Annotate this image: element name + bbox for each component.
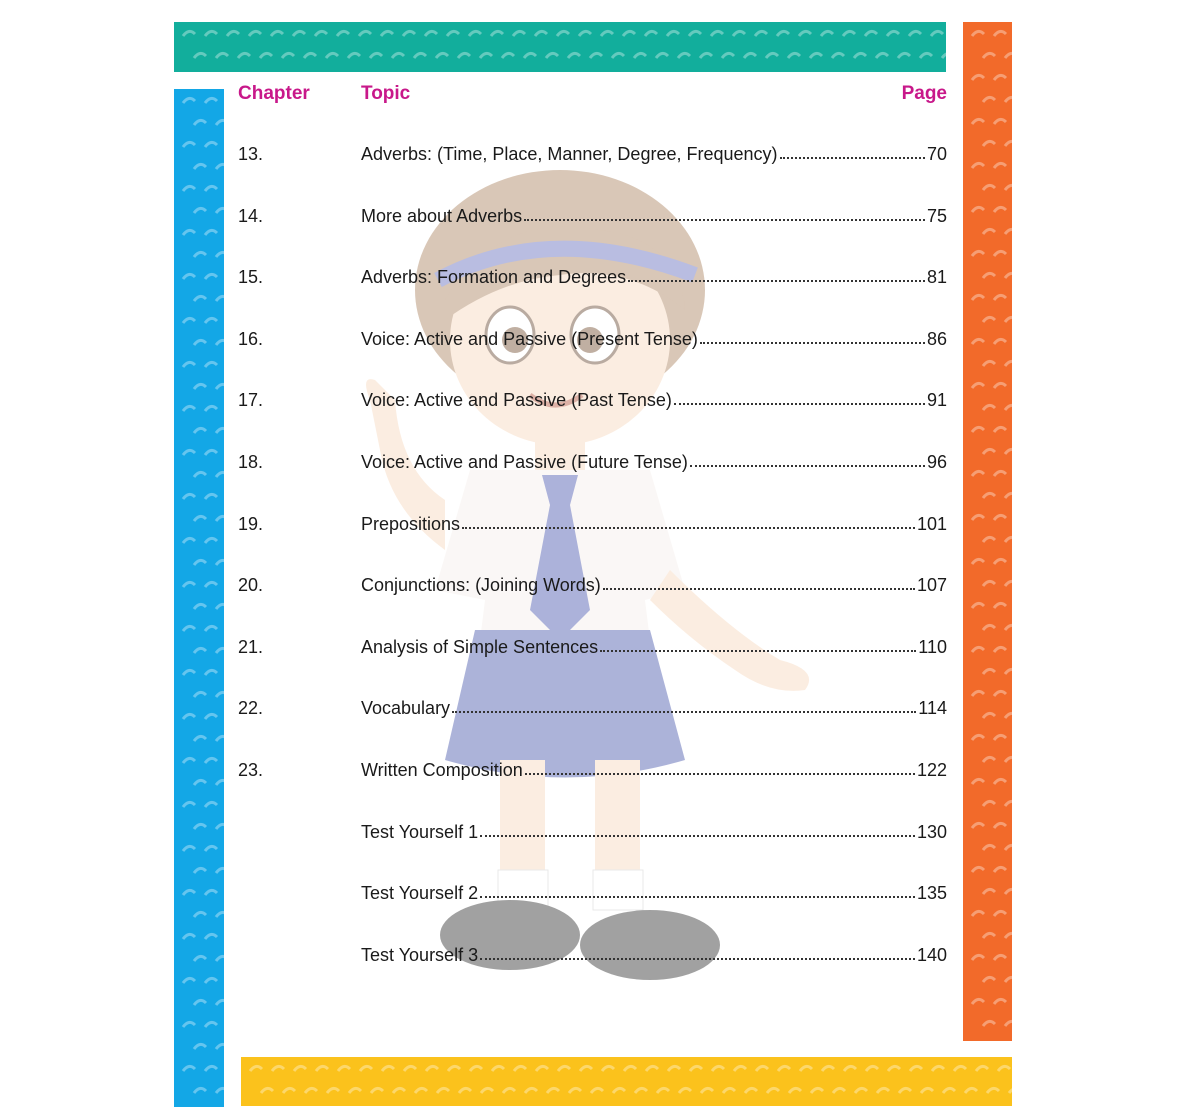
dot-leader [480, 954, 915, 960]
page-number: 140 [916, 944, 947, 965]
topic-title: Test Yourself 1 [361, 821, 479, 842]
dot-leader [480, 892, 915, 898]
toc-row [238, 883, 947, 909]
dot-leader [700, 338, 925, 344]
topic-title: Voice: Active and Passive (Present Tense) [361, 328, 698, 349]
topic-title: Analysis of Simple Sentences [361, 636, 599, 657]
toc-row [238, 206, 947, 232]
chapter-column-heading: Chapter [238, 83, 310, 104]
toc-row [238, 945, 947, 971]
topic-title: Adverbs: (Time, Place, Manner, Degree, Frequency) [361, 144, 778, 164]
dot-leader [525, 769, 915, 775]
topic-title: Adverbs: Formation and Degrees [361, 267, 627, 288]
toc-row [238, 390, 947, 416]
page-column-heading: Page [901, 83, 947, 104]
toc-row [238, 329, 947, 355]
dot-leader [480, 831, 915, 837]
chapter-number: 19. [238, 513, 264, 534]
chapter-number: 14. [238, 205, 264, 226]
topic-title: Prepositions [361, 513, 461, 534]
toc-row [238, 452, 947, 478]
topic-column-heading: Topic [361, 83, 411, 104]
chapter-number: 13. [238, 144, 264, 164]
dot-leader [452, 707, 916, 713]
page-number: 135 [916, 883, 947, 904]
page-number: 107 [916, 575, 947, 596]
page-number: 122 [916, 760, 947, 780]
toc-row [238, 637, 947, 663]
toc-row [238, 698, 947, 724]
toc-row [238, 514, 947, 540]
topic-title: Vocabulary [361, 698, 451, 719]
page-number: 114 [918, 698, 947, 719]
dot-leader [603, 584, 915, 590]
page-number: 110 [918, 636, 947, 657]
page-number: 101 [916, 513, 947, 534]
chapter-number: 15. [238, 267, 264, 288]
chapter-number: 23. [238, 760, 264, 780]
page-number: 70 [926, 144, 947, 164]
topic-title: More about Adverbs [361, 205, 523, 226]
page-number: 75 [926, 205, 947, 226]
toc-row [238, 822, 947, 848]
topic-title: Voice: Active and Passive (Future Tense) [361, 452, 688, 472]
page-number: 91 [926, 390, 947, 411]
dot-leader [780, 153, 925, 159]
chapter-number: 20. [238, 575, 264, 596]
dot-leader [674, 399, 925, 405]
dot-leader [690, 461, 925, 467]
dot-leader [600, 646, 916, 652]
chapter-number: 22. [238, 698, 264, 719]
chapter-number: 21. [238, 636, 264, 657]
toc-row [238, 760, 947, 786]
topic-title: Test Yourself 2 [361, 883, 479, 904]
page-number: 96 [926, 452, 947, 472]
dot-leader [462, 523, 915, 529]
toc-row [238, 267, 947, 293]
topic-title: Test Yourself 3 [361, 944, 479, 965]
dot-leader [524, 215, 925, 221]
toc-row [238, 144, 947, 170]
topic-title: Written Composition [361, 760, 523, 780]
page-number: 130 [916, 821, 947, 842]
toc-row [238, 575, 947, 601]
chapter-number: 18. [238, 452, 264, 472]
topic-title: Voice: Active and Passive (Past Tense) [361, 390, 672, 411]
dot-leader [628, 276, 925, 282]
page-number: 81 [926, 267, 947, 288]
page-number: 86 [926, 328, 947, 349]
chapter-number: 16. [238, 328, 264, 349]
topic-title: Conjunctions: (Joining Words) [361, 575, 601, 596]
chapter-number: 17. [238, 390, 264, 411]
